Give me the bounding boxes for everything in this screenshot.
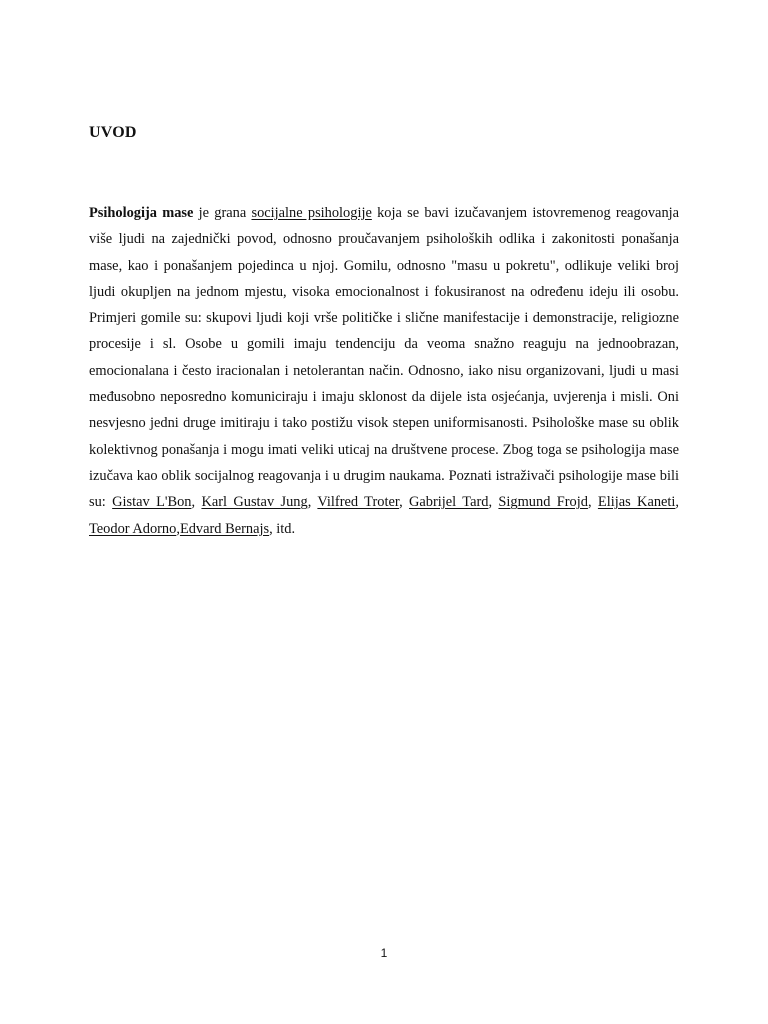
link-sigmund-frojd[interactable]: Sigmund Frojd (498, 494, 588, 511)
link-edvard-bernajs[interactable]: Edvard Bernajs (179, 520, 270, 537)
body-paragraph (89, 200, 679, 542)
lead-term: Psihologija mase (89, 205, 194, 221)
paragraph-ending: , itd. (269, 520, 296, 537)
separator: , (488, 494, 499, 511)
link-socijalne-psihologije[interactable]: socijalne psihologije (251, 205, 372, 221)
link-gistav-lbon[interactable]: Gistav L'Bon (112, 494, 192, 511)
paragraph-text-1: je grana (193, 205, 252, 221)
link-karl-gustav-jung[interactable]: Karl Gustav Jung (201, 494, 308, 511)
link-teodor-adorno[interactable]: Teodor Adorno (89, 520, 177, 537)
separator: , (307, 494, 318, 511)
separator: , (399, 494, 410, 511)
link-elijas-kaneti[interactable]: Elijas Kaneti (597, 494, 676, 511)
separator: , (587, 494, 598, 511)
section-heading: UVOD (89, 124, 137, 141)
separator: , (191, 494, 202, 511)
paragraph-text-2: koja se bavi izučavanjem istovremenog reagovanja više ljudi na zajednički povod, odnosno proučavanjem psiholoških odlika i zakonitosti ponašanja mase, kao i ponašanjem pojedinca u njoj. Gomilu, odnosno "masu u pokretu", odlikuje veliki broj ljudi okupljen na jednom mjestu, visoka emocionalnost i fokusiranost na određenu ideju ili osobu. Primjeri gomile su: skupovi ljudi koji vrše političke i slične manifestacije i demonstracije, religiozne procesije i sl. Osobe u gomili imaju tendenciju da veoma snažno reaguju na jednoobrazan, emocionalana i često iracionalan i netolerantan način. Odnosno, iako nisu organizovani, ljudi u masi međusobno neposredno komuniciraju i imaju sklonost da dijele ista osjećanja, uvjerenja i misli. Oni nesvjesno jedni druge imitiraju i tako postižu visok stepen uniformisanosti. Psihološke mase su oblik kolektivnog ponašanja i mogu imati veliki uticaj na društvene procese. Zbog toga se psihologija mase izučava kao oblik socijalnog reagovanja i u drugim naukama. Poznati istraživači psihologije mase bili su: (89, 205, 680, 511)
separator: , (675, 494, 680, 511)
separator-tight: , (176, 520, 180, 537)
link-vilfred-troter[interactable]: Vilfred Troter (317, 494, 400, 511)
page-number: 1 (380, 946, 388, 960)
link-gabrijel-tard[interactable]: Gabrijel Tard (409, 494, 489, 511)
